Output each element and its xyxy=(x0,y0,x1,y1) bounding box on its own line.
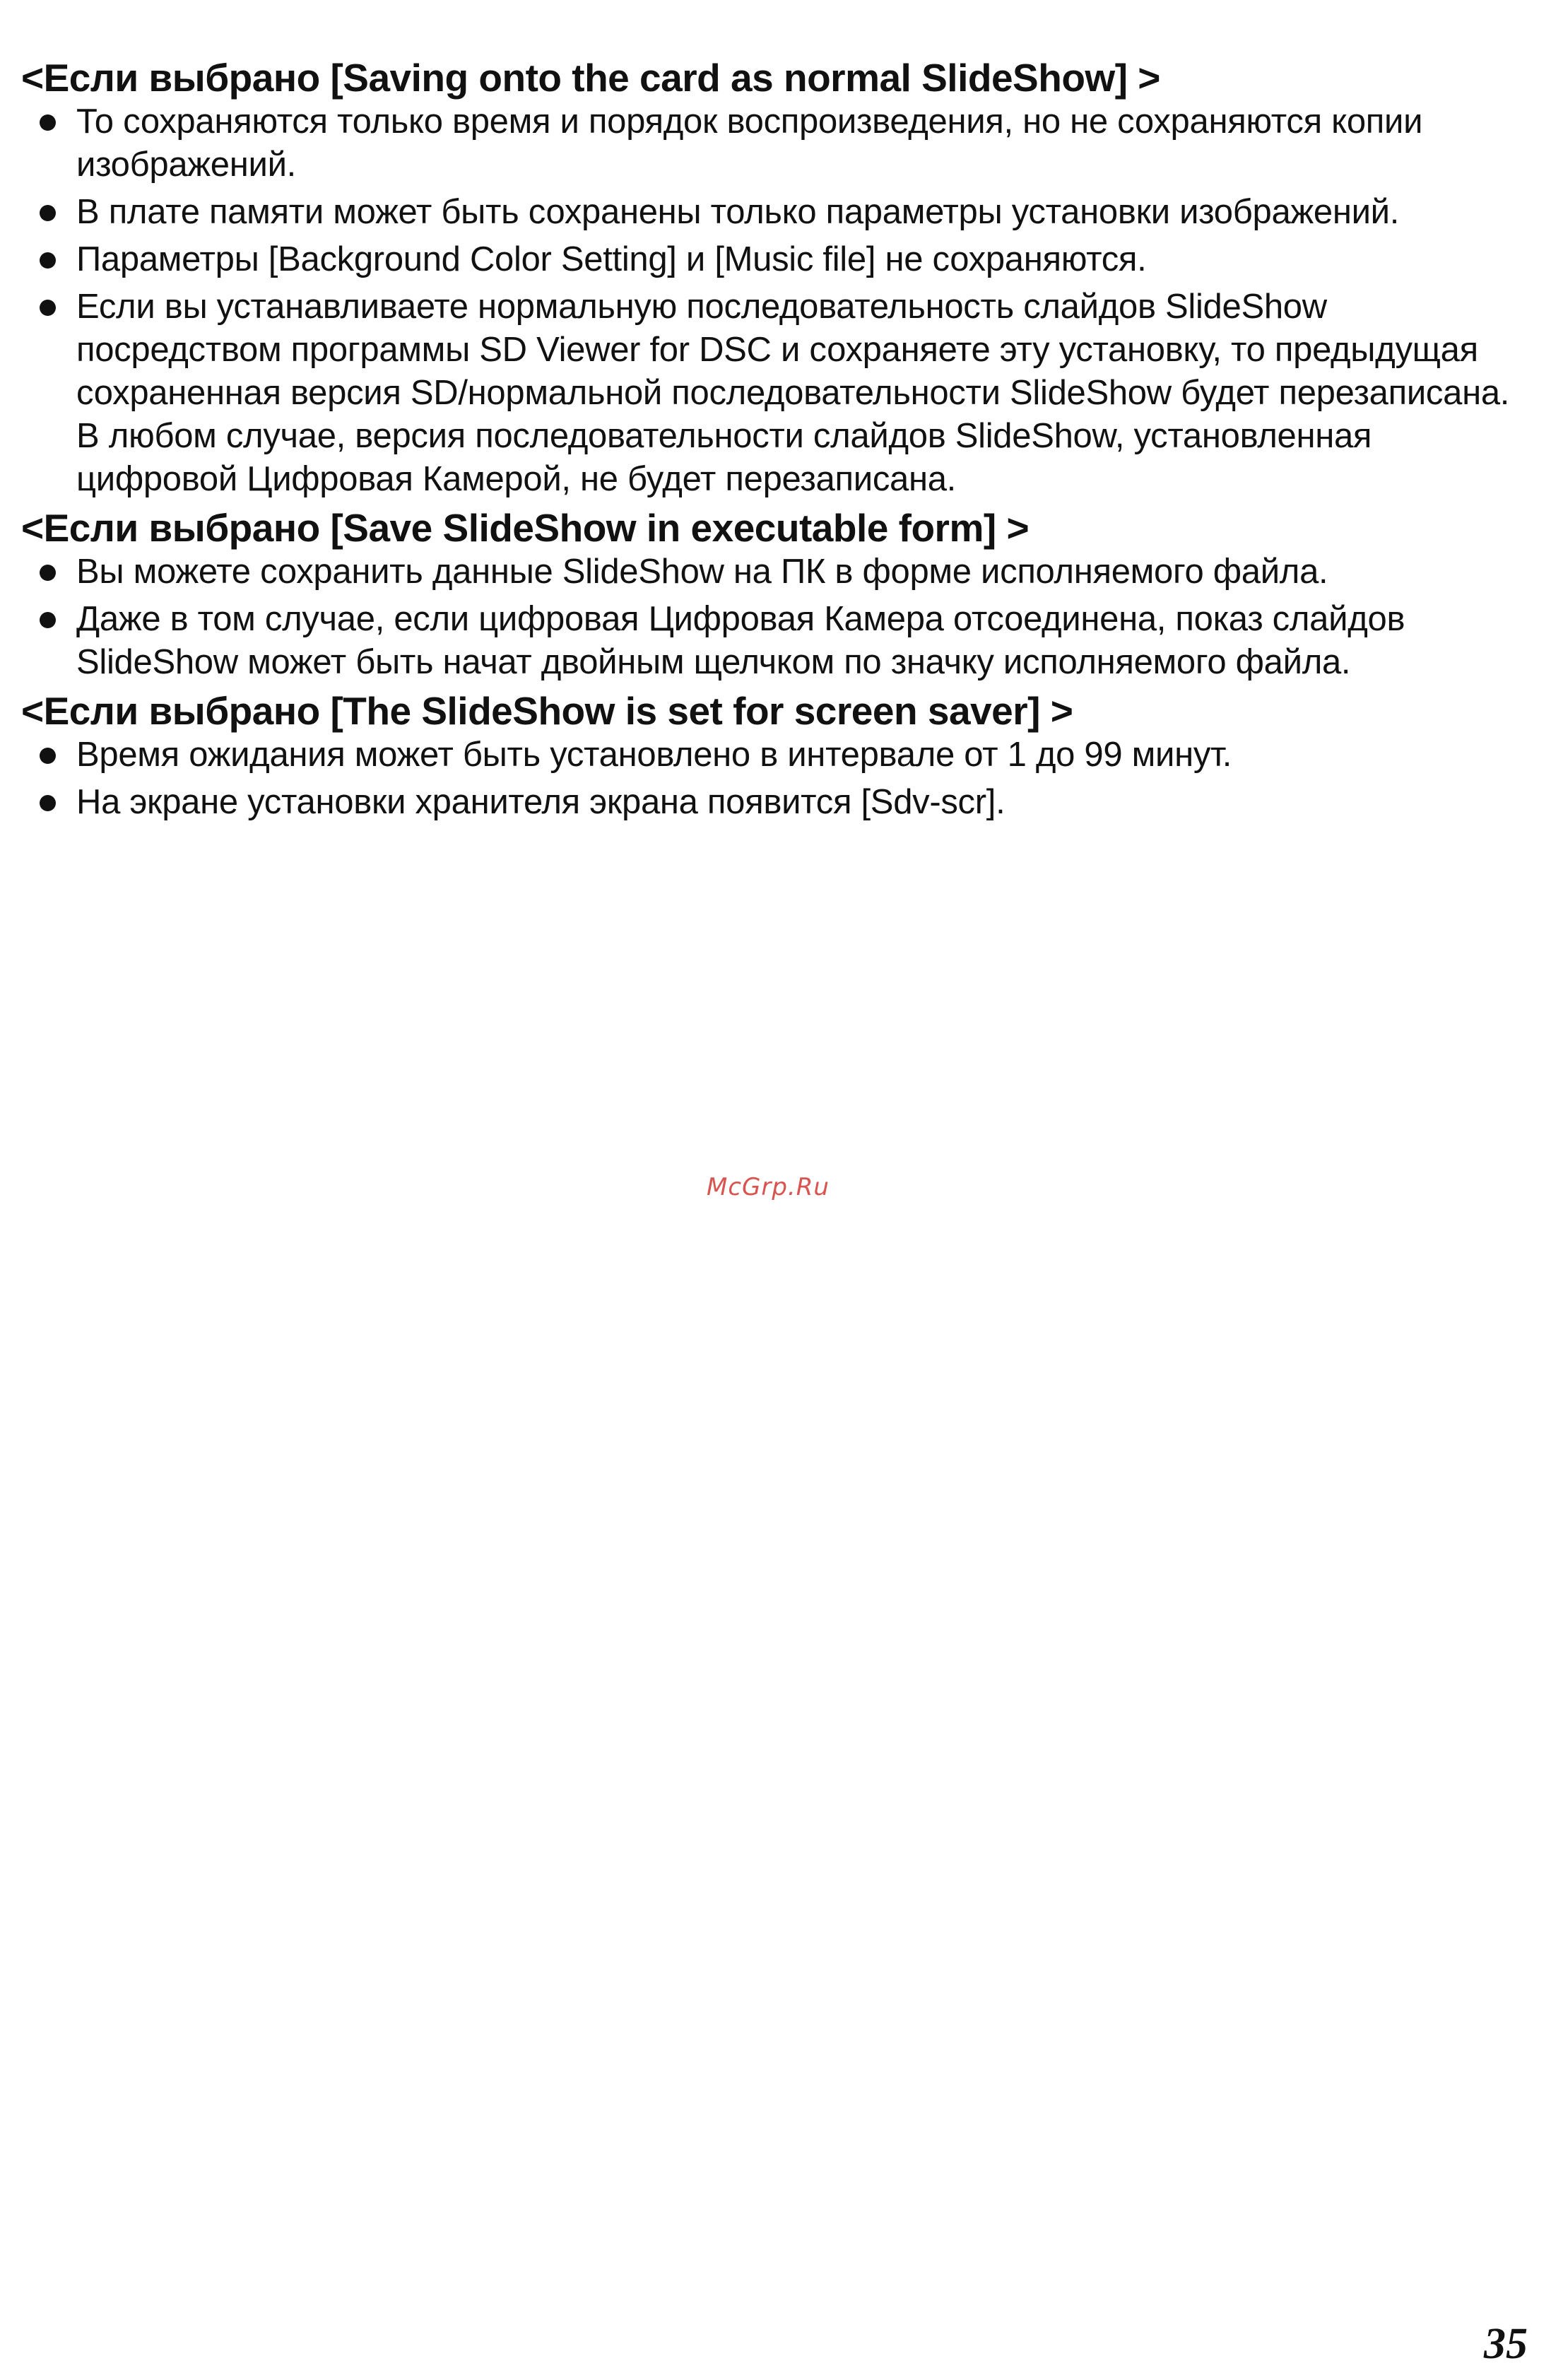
list-item xyxy=(21,550,1533,594)
list-item xyxy=(21,734,1533,777)
list-item-text: Вы можете сохранить данные SlideShow на ПК в форме исполняемого файла. xyxy=(76,553,1328,591)
list-item xyxy=(21,100,1533,187)
card-slideshow-list xyxy=(21,100,1533,501)
bullet-icon xyxy=(40,300,56,316)
bullet-icon xyxy=(40,748,56,764)
bullet-icon xyxy=(40,612,56,628)
section-heading-screen-saver: <Если выбрано [The SlideShow is set for screen saver] > xyxy=(21,689,1073,733)
list-item-text: Время ожидания может быть установлено в интервале от 1 до 99 минут. xyxy=(76,736,1232,774)
screen-saver-list xyxy=(21,734,1533,824)
bullet-icon xyxy=(40,114,56,131)
bullet-icon xyxy=(40,252,56,269)
executable-list xyxy=(21,550,1533,684)
section-heading-card-slideshow: <Если выбрано [Saving onto the card as normal SlideShow] > xyxy=(21,56,1160,100)
watermark: McGrp.Ru xyxy=(707,1173,830,1201)
list-item xyxy=(21,191,1533,234)
page-number: 35 xyxy=(1484,2320,1528,2368)
list-item-text: Параметры [Background Color Setting] и [Music file] не сохраняются. xyxy=(76,240,1147,278)
document-body xyxy=(21,55,1533,828)
section-heading-executable: <Если выбрано [Save SlideShow in executable form] > xyxy=(21,506,1030,550)
bullet-icon xyxy=(40,205,56,221)
list-item xyxy=(21,781,1533,824)
list-item-text: На экране установки хранителя экрана появится [Sdv-scr]. xyxy=(76,783,1006,821)
list-item xyxy=(21,238,1533,281)
list-item-text: То сохраняются только время и порядок воспроизведения, но не сохраняются копии изображений. xyxy=(76,102,1423,184)
bullet-icon xyxy=(40,795,56,811)
list-item xyxy=(21,285,1533,501)
list-item-text: Если вы устанавливаете нормальную последовательность слайдов SlideShow посредством программы SD Viewer for DSC и сохраняете эту установку, то предыдущая сохраненная версия SD/нормальной последовательности SlideShow будет перезаписана. В любом случае, версия последовательности слайдов SlideShow, установленная цифровой Цифровая Камерой, не будет перезаписана. xyxy=(76,288,1510,498)
list-item-text: В плате памяти может быть сохранены только параметры установки изображений. xyxy=(76,193,1400,231)
list-item xyxy=(21,598,1533,684)
bullet-icon xyxy=(40,565,56,581)
list-item-text: Даже в том случае, если цифровая Цифровая Камера отсоединена, показ слайдов SlideShow может быть начат двойным щелчком по значку исполняемого файла. xyxy=(76,600,1405,681)
